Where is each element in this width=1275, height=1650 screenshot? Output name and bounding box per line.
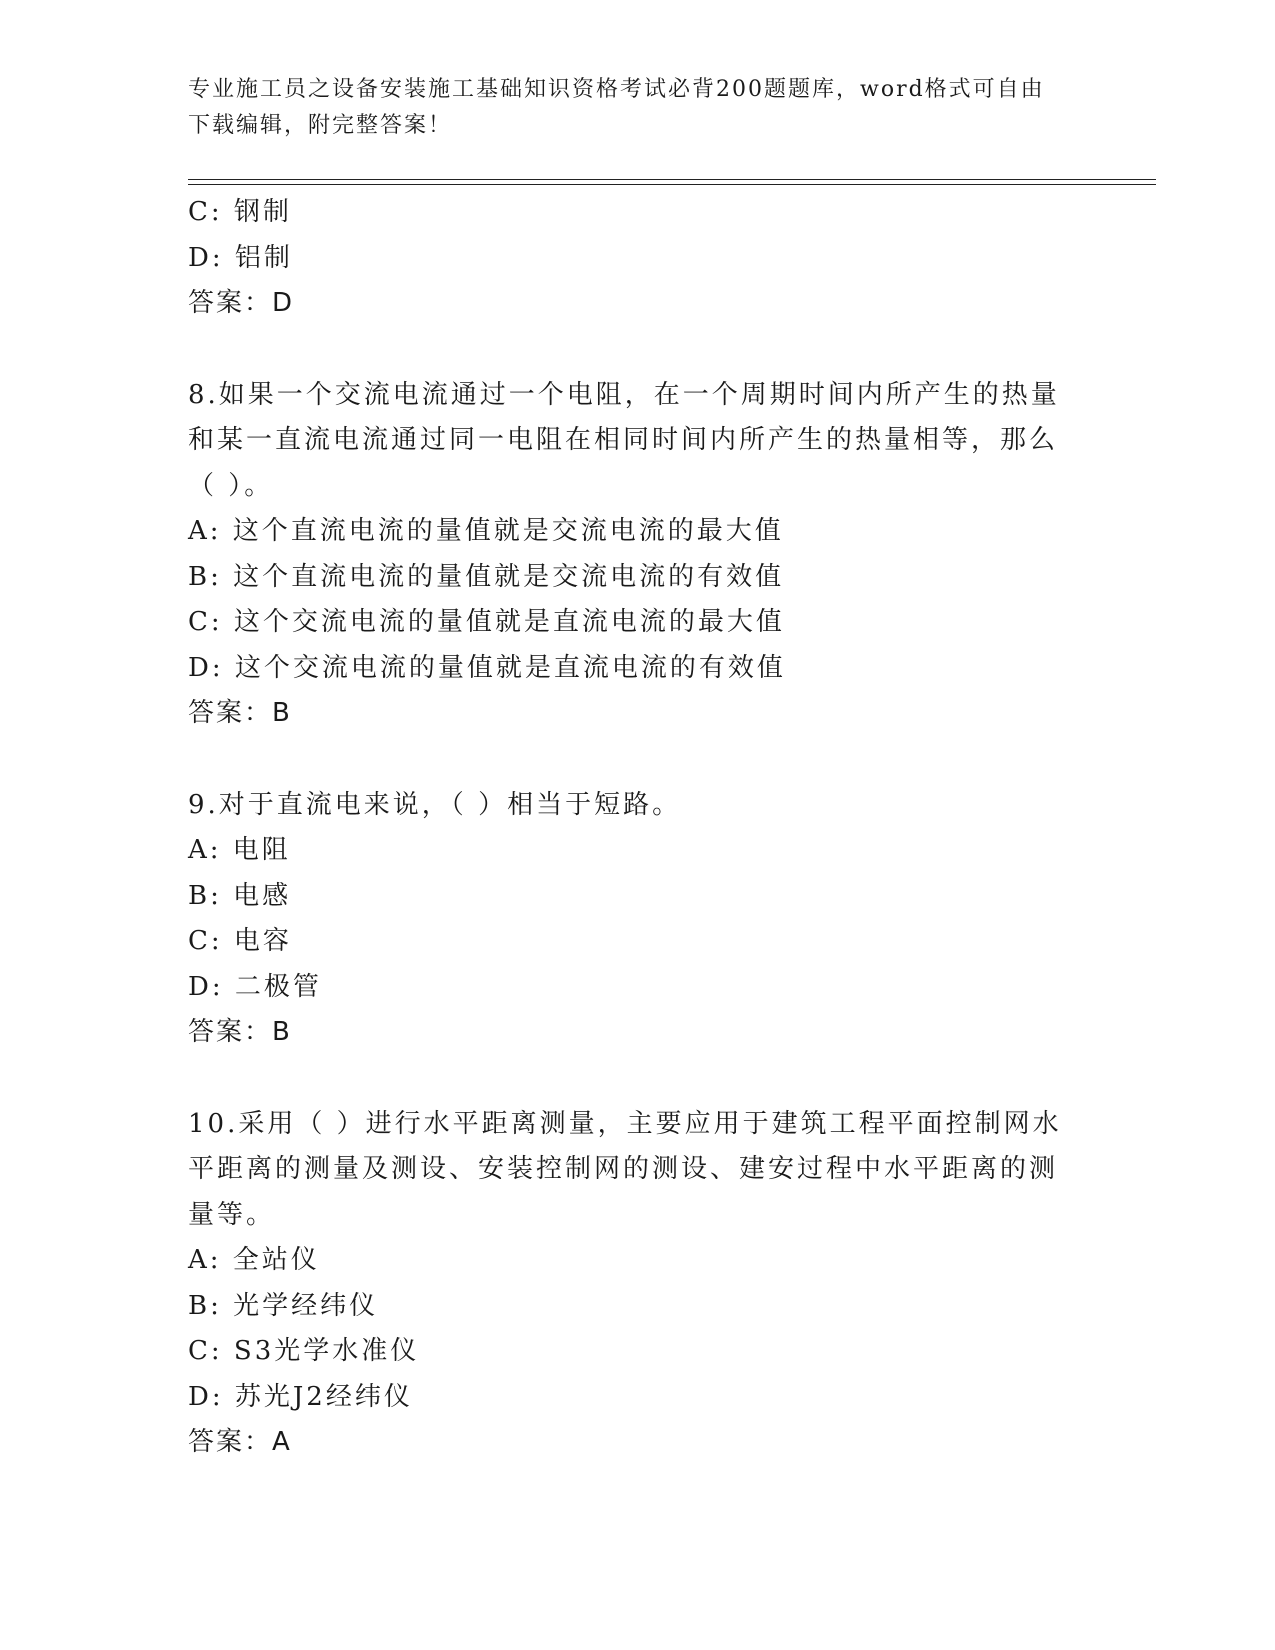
spacer (188, 737, 1068, 783)
spacer (188, 327, 1068, 373)
option-a: A: 全站仪 (188, 1245, 320, 1275)
document-header (188, 72, 1088, 144)
option-c: C: S3光学水准仪 (188, 1336, 420, 1366)
option-a: A: 这个直流电流的量值就是交流电流的最大值 (188, 516, 784, 546)
answer-line: 答案：A (188, 1427, 292, 1457)
question-list (188, 190, 1068, 1466)
option-c: C: 电容 (188, 926, 292, 956)
question-block-8 (188, 373, 1068, 737)
option-b: B: 电感 (188, 880, 292, 911)
question-block-7 (188, 190, 1068, 327)
question-text-line: （ ）。 (188, 470, 274, 501)
question-text-line: 和某一直流电流通过同一电阻在相同时间内所产生的热量相等，那么 (188, 425, 1059, 455)
option-c: C: 钢制 (188, 197, 292, 227)
answer-line: 答案：B (188, 1017, 292, 1047)
spacer (188, 1056, 1068, 1102)
question-text-line: 平距离的测量及测设、安装控制网的测设、建安过程中水平距离的测 (188, 1154, 1059, 1184)
question-text-line: 10.采用（ ）进行水平距离测量，主要应用于建筑工程平面控制网水 (188, 1108, 1062, 1139)
option-b: B: 这个直流电流的量值就是交流电流的有效值 (188, 561, 785, 592)
question-text-line: 8.如果一个交流电流通过一个电阻，在一个周期时间内所产生的热量 (188, 379, 1060, 410)
question-block-10 (188, 1102, 1068, 1466)
option-a: A: 电阻 (188, 835, 291, 865)
question-block-9 (188, 783, 1068, 1056)
question-text-line: 9.对于直流电来说，（ ）相当于短路。 (188, 789, 682, 820)
answer-line: 答案：B (188, 698, 292, 728)
option-c: C: 这个交流电流的量值就是直流电流的最大值 (188, 607, 785, 637)
option-d: D: 铝制 (188, 242, 293, 273)
answer-line: 答案：D (188, 288, 295, 318)
header-title-line-1: 专业施工员之设备安装施工基础知识资格考试必背200题题库，word格式可自由 (188, 77, 1045, 102)
header-rule-thin (188, 184, 1156, 185)
option-b: B: 光学经纬仪 (188, 1290, 379, 1321)
header-rule-thick (188, 179, 1156, 180)
header-title-line-2: 下载编辑，附完整答案！ (188, 113, 453, 138)
option-d: D: 苏光J2经纬仪 (188, 1381, 413, 1412)
option-d: D: 这个交流电流的量值就是直流电流的有效值 (188, 652, 786, 683)
option-d: D: 二极管 (188, 971, 322, 1002)
question-text-line: 量等。 (188, 1199, 276, 1230)
